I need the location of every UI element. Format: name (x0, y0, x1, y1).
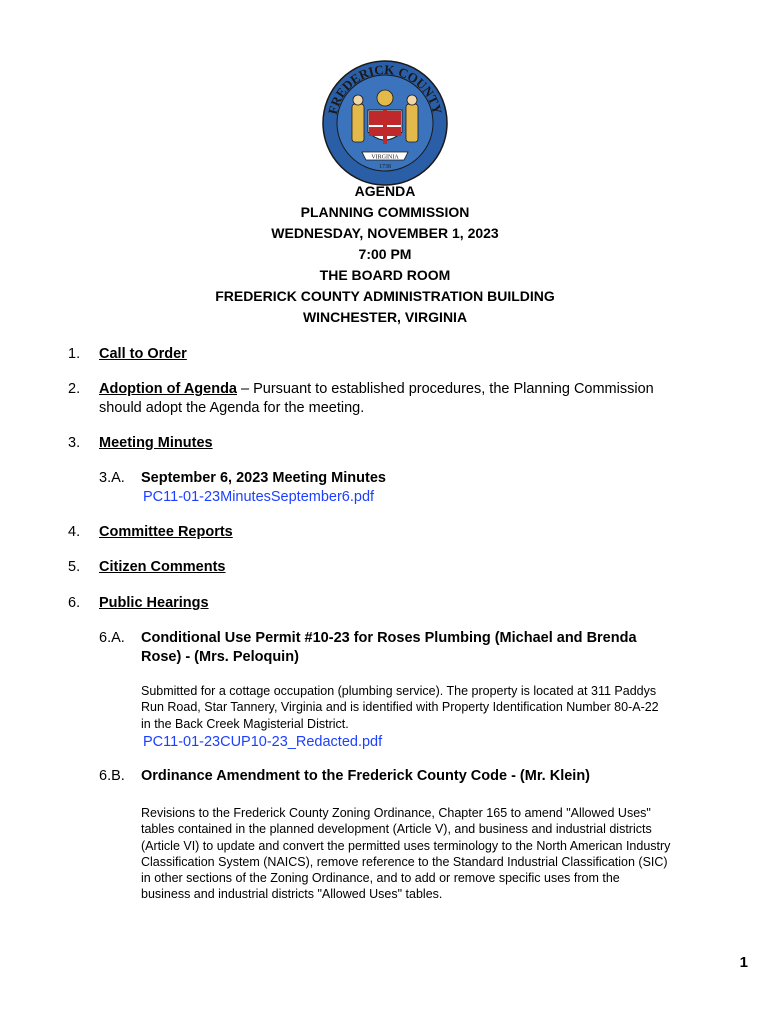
item-title: Meeting Minutes (99, 435, 213, 451)
header-building: FREDERICK COUNTY ADMINISTRATION BUILDING (215, 288, 555, 304)
item-title: Citizen Comments (99, 559, 226, 575)
subitem-title: Conditional Use Permit #10-23 for Roses Plumbing (Michael and Brenda Rose) - (Mrs. Peloquin) (141, 630, 637, 665)
attachment-link-text[interactable]: PC11-01-23MinutesSeptember6.pdf (143, 489, 375, 505)
item-number: 5. (68, 559, 81, 575)
header-title: AGENDA (354, 183, 416, 199)
subitem-description: Revisions to the Frederick County Zoning Ordinance, Chapter 165 to amend "Allowed Uses" tables contained in the planned development (Article V), and business and industrial districts (Article VI) to update and convert the permitted uses terminology to the North American Industry Classification System (NAICS), remove reference to the Standard Industrial Classification (SIC) in other sections of the Zoning Ordinance, and to add or remove specific uses from the business and industrial districts "Allowed Uses" tables. (141, 806, 671, 902)
seal-ring-text: FREDERICK COUNTY (324, 61, 446, 116)
item-number: 2. (68, 381, 81, 397)
page-number: 1 (739, 954, 748, 971)
attachment-link[interactable] (143, 488, 723, 507)
item-number: 1. (68, 346, 81, 362)
header-time: 7:00 PM (358, 246, 412, 262)
item-title: Public Hearings (99, 595, 209, 611)
agenda-header (0, 181, 770, 328)
county-seal-logo (322, 60, 448, 186)
item-title: Call to Order (99, 346, 187, 362)
attachment-link-text[interactable]: PC11-01-23CUP10-23_Redacted.pdf (143, 734, 383, 750)
item-title: Adoption of Agenda (99, 381, 237, 397)
item-description: – Pursuant to established procedures, the Planning Commission should adopt the Agenda for the meeting. (99, 381, 654, 416)
header-body: PLANNING COMMISSION (300, 204, 470, 220)
item-title: Committee Reports (99, 524, 233, 540)
subitem-number: 6.B. (99, 768, 125, 784)
seal-banner-text: VIRGINIA (371, 154, 399, 161)
subitem-number: 3.A. (99, 470, 125, 486)
attachment-link[interactable] (143, 733, 723, 752)
seal-year-text: 1738 (379, 164, 391, 170)
subitem-title: Ordinance Amendment to the Frederick County Code - (Mr. Klein) (141, 768, 591, 784)
subitem-number: 6.A. (99, 630, 125, 646)
subitem-title: September 6, 2023 Meeting Minutes (141, 470, 386, 486)
item-number: 4. (68, 524, 81, 540)
agenda-subitem (99, 629, 679, 669)
subitem-description: Submitted for a cottage occupation (plumbing service). The property is located at 311 Paddys Run Road, Star Tannery, Virginia and is identified with Property Identification Number 80-A-22 in the Back Creek Magisterial District. (141, 684, 659, 731)
header-location: WINCHESTER, VIRGINIA (302, 309, 468, 325)
header-room: THE BOARD ROOM (319, 267, 451, 283)
header-date: WEDNESDAY, NOVEMBER 1, 2023 (271, 225, 499, 241)
item-number: 3. (68, 435, 81, 451)
item-number: 6. (68, 595, 81, 611)
